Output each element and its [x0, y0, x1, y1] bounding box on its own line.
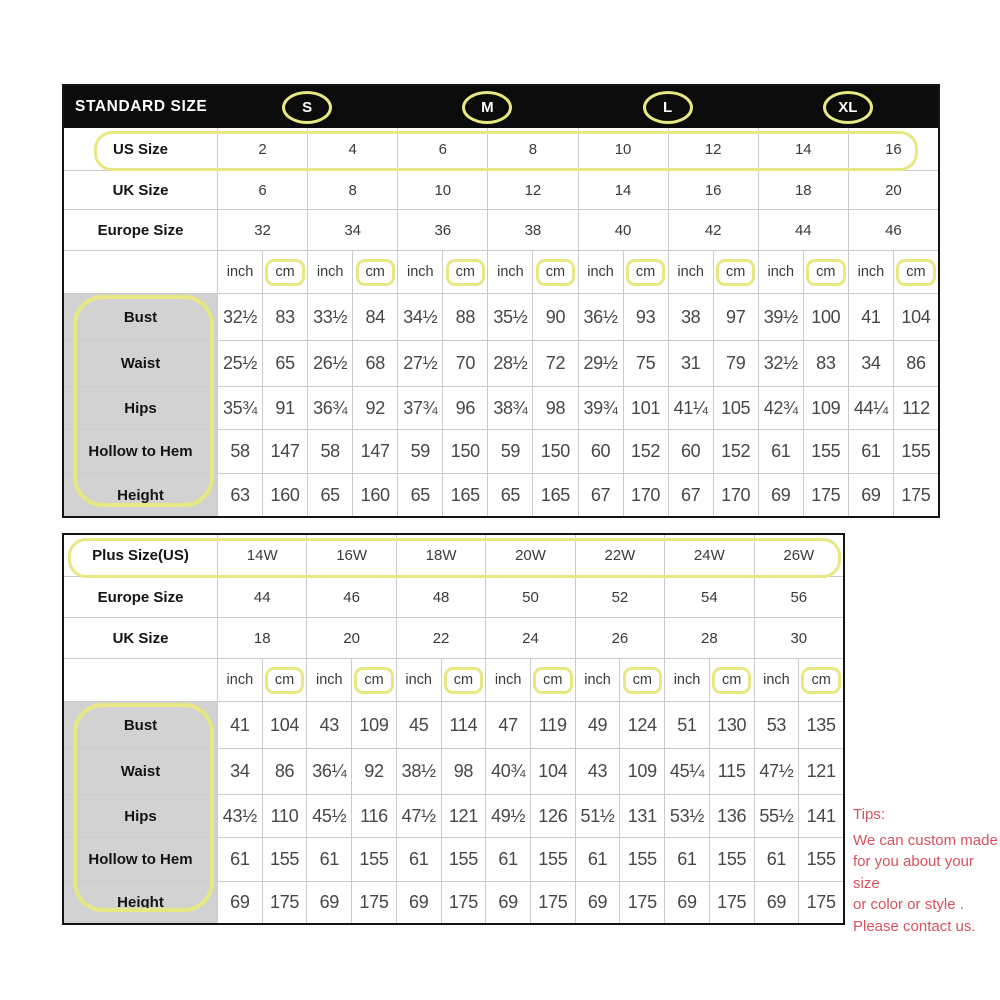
measurement-value: 61	[754, 838, 799, 881]
unit-cm-label	[262, 251, 307, 293]
size-letter-groups	[217, 91, 938, 124]
unit-cm-label	[623, 251, 668, 293]
size-circle-l: L	[643, 91, 693, 124]
measurement-value: 155	[441, 838, 486, 881]
size-value: 34	[307, 210, 397, 250]
tips-line: or color or style .	[853, 896, 964, 913]
measurement-value: 155	[530, 838, 575, 881]
unit-row-empty-label	[64, 659, 217, 701]
measurement-value: 69	[217, 882, 262, 923]
table-row	[64, 209, 938, 250]
size-value: 12	[668, 128, 758, 170]
size-value: 22W	[575, 535, 664, 576]
cm-highlight-box: cm	[801, 667, 840, 694]
measurement-value: 147	[352, 430, 397, 473]
standard-size-table	[62, 84, 940, 518]
measurement-value: 121	[798, 749, 843, 794]
table-row	[64, 535, 843, 576]
measurement-value: 43	[306, 702, 351, 748]
measurement-value: 67	[668, 474, 713, 516]
measurement-value: 53	[754, 702, 799, 748]
measurement-value: 38	[668, 294, 713, 340]
size-group	[217, 91, 397, 124]
table-row	[64, 128, 938, 170]
measurement-value: 114	[441, 702, 486, 748]
measurement-value: 155	[803, 430, 848, 473]
size-circle-xl: XL	[823, 91, 873, 124]
table-row	[64, 617, 843, 658]
measurement-value: 96	[442, 387, 487, 429]
measurement-value: 86	[893, 341, 938, 386]
measurement-value: 175	[709, 882, 754, 923]
measurement-value: 126	[530, 795, 575, 837]
measurement-value: 121	[441, 795, 486, 837]
measurement-value: 49	[575, 702, 620, 748]
size-value: 20	[848, 171, 938, 209]
tips-line: Please contact us.	[853, 917, 976, 935]
measurement-value: 67	[578, 474, 623, 516]
unit-inch-label: inch	[758, 251, 803, 293]
standard-size-header-band	[64, 86, 938, 128]
measurement-value: 45	[396, 702, 441, 748]
measurement-value: 33½	[307, 294, 352, 340]
size-value: 2	[217, 128, 307, 170]
measurement-value: 79	[713, 341, 758, 386]
measurement-label: Hips	[64, 795, 217, 837]
cm-highlight-box: cm	[354, 667, 393, 694]
size-circle-s: S	[282, 91, 332, 124]
size-value: 42	[668, 210, 758, 250]
measurement-value: 109	[803, 387, 848, 429]
measurement-value: 155	[351, 838, 396, 881]
measurement-value: 41	[848, 294, 893, 340]
tips-line: We can custom made	[853, 831, 998, 849]
measurement-value: 61	[848, 430, 893, 473]
table-row	[64, 293, 938, 340]
size-value: 44	[758, 210, 848, 250]
unit-cm-label	[893, 251, 938, 293]
measurement-value: 60	[668, 430, 713, 473]
size-value: 22	[396, 618, 485, 658]
unit-inch-label: inch	[217, 251, 262, 293]
measurement-label: Height	[64, 882, 217, 923]
unit-cm-label	[262, 659, 307, 701]
cm-highlight-box: cm	[626, 259, 665, 286]
measurement-value: 175	[619, 882, 664, 923]
unit-inch-label: inch	[485, 659, 530, 701]
measurement-value: 69	[575, 882, 620, 923]
measurement-label: Hips	[64, 387, 217, 429]
size-value: 56	[754, 577, 843, 617]
size-value: 6	[397, 128, 487, 170]
measurement-label: Hollow to Hem	[64, 838, 217, 881]
measurement-value: 36½	[578, 294, 623, 340]
measurement-value: 43½	[217, 795, 262, 837]
measurement-value: 175	[262, 882, 307, 923]
size-value: 16W	[306, 535, 395, 576]
measurement-value: 175	[530, 882, 575, 923]
measurement-value: 60	[578, 430, 623, 473]
unit-inch-label: inch	[487, 251, 532, 293]
cm-highlight-box: cm	[536, 259, 575, 286]
measurement-value: 116	[351, 795, 396, 837]
measurement-value: 47½	[754, 749, 799, 794]
unit-cm-label	[352, 251, 397, 293]
measurement-value: 49½	[485, 795, 530, 837]
unit-cm-label	[351, 659, 396, 701]
measurement-value: 88	[442, 294, 487, 340]
measurement-value: 61	[664, 838, 709, 881]
measurement-value: 45½	[306, 795, 351, 837]
table-row	[64, 658, 843, 701]
measurement-value: 61	[396, 838, 441, 881]
measurement-value: 98	[532, 387, 577, 429]
measurement-value: 112	[893, 387, 938, 429]
measurement-value: 37¾	[397, 387, 442, 429]
size-value: 24	[485, 618, 574, 658]
row-label: Europe Size	[97, 588, 184, 606]
measurement-value: 34½	[397, 294, 442, 340]
measurement-value: 43	[575, 749, 620, 794]
unit-cm-label	[798, 659, 843, 701]
cm-highlight-box: cm	[444, 667, 483, 694]
size-value: 18	[217, 618, 306, 658]
measurement-value: 27½	[397, 341, 442, 386]
measurement-value: 131	[619, 795, 664, 837]
table-row	[64, 473, 938, 516]
measurement-value: 155	[709, 838, 754, 881]
measurement-value: 92	[352, 387, 397, 429]
unit-inch-label: inch	[396, 659, 441, 701]
measurement-value: 65	[397, 474, 442, 516]
measurement-value: 68	[352, 341, 397, 386]
size-value: 38	[487, 210, 577, 250]
size-value: 14	[758, 128, 848, 170]
size-group	[758, 91, 938, 124]
cm-highlight-box: cm	[896, 259, 935, 286]
measurement-value: 51	[664, 702, 709, 748]
unit-cm-label	[709, 659, 754, 701]
measurement-value: 135	[798, 702, 843, 748]
size-value: 30	[754, 618, 843, 658]
size-value: 16	[668, 171, 758, 209]
row-label: US Size	[112, 140, 169, 158]
measurement-label: Height	[64, 474, 217, 516]
measurement-value: 152	[713, 430, 758, 473]
unit-inch-label: inch	[754, 659, 799, 701]
size-value: 4	[307, 128, 397, 170]
unit-inch-label: inch	[575, 659, 620, 701]
measurement-value: 35½	[487, 294, 532, 340]
measurement-value: 31	[668, 341, 713, 386]
measurement-value: 119	[530, 702, 575, 748]
measurement-value: 109	[351, 702, 396, 748]
measurement-value: 69	[848, 474, 893, 516]
size-circle-m: M	[462, 91, 512, 124]
measurement-value: 36¾	[307, 387, 352, 429]
cm-highlight-box: cm	[806, 259, 845, 286]
measurement-value: 83	[262, 294, 307, 340]
unit-inch-label: inch	[397, 251, 442, 293]
measurement-value: 175	[798, 882, 843, 923]
measurement-value: 115	[709, 749, 754, 794]
unit-inch-label: inch	[307, 251, 352, 293]
measurement-value: 44¼	[848, 387, 893, 429]
measurement-value: 34	[217, 749, 262, 794]
measurement-value: 98	[441, 749, 486, 794]
size-value: 18	[758, 171, 848, 209]
unit-inch-label: inch	[306, 659, 351, 701]
table-row	[64, 170, 938, 209]
measurement-value: 155	[893, 430, 938, 473]
unit-cm-label	[442, 251, 487, 293]
measurement-value: 130	[709, 702, 754, 748]
size-value: 54	[664, 577, 753, 617]
row-label: Europe Size	[97, 221, 184, 239]
measurement-label: Hollow to Hem	[64, 430, 217, 473]
measurement-value: 165	[532, 474, 577, 516]
measurement-value: 69	[754, 882, 799, 923]
measurement-value: 61	[485, 838, 530, 881]
measurement-value: 58	[307, 430, 352, 473]
measurement-value: 155	[262, 838, 307, 881]
measurement-value: 160	[352, 474, 397, 516]
measurement-value: 84	[352, 294, 397, 340]
table-row	[64, 701, 843, 748]
measurement-value: 55½	[754, 795, 799, 837]
measurement-value: 152	[623, 430, 668, 473]
size-value: 6	[217, 171, 307, 209]
measurement-value: 47	[485, 702, 530, 748]
row-label: Plus Size(US)	[92, 547, 189, 564]
table-row	[64, 340, 938, 386]
measurement-label: Bust	[64, 294, 217, 340]
measurement-value: 92	[351, 749, 396, 794]
measurement-value: 61	[217, 838, 262, 881]
measurement-value: 38½	[396, 749, 441, 794]
measurement-value: 170	[623, 474, 668, 516]
table-row	[64, 881, 843, 923]
measurement-value: 41¼	[668, 387, 713, 429]
measurement-value: 175	[441, 882, 486, 923]
size-value: 24W	[664, 535, 753, 576]
cm-highlight-box: cm	[712, 667, 751, 694]
measurement-value: 69	[396, 882, 441, 923]
size-value: 8	[307, 171, 397, 209]
cm-highlight-box: cm	[446, 259, 485, 286]
size-value: 48	[396, 577, 485, 617]
size-value: 52	[575, 577, 664, 617]
measurement-value: 136	[709, 795, 754, 837]
measurement-value: 39¾	[578, 387, 623, 429]
measurement-value: 100	[803, 294, 848, 340]
measurement-value: 93	[623, 294, 668, 340]
unit-cm-label	[803, 251, 848, 293]
unit-inch-label: inch	[848, 251, 893, 293]
measurement-value: 70	[442, 341, 487, 386]
measurement-value: 175	[351, 882, 396, 923]
measurement-value: 83	[803, 341, 848, 386]
unit-inch-label: inch	[217, 659, 262, 701]
size-value: 32	[217, 210, 307, 250]
unit-cm-label	[532, 251, 577, 293]
measurement-value: 25½	[217, 341, 262, 386]
size-value: 46	[848, 210, 938, 250]
measurement-value: 63	[217, 474, 262, 516]
plus-size-rows	[64, 535, 843, 923]
cm-highlight-box: cm	[265, 259, 304, 286]
unit-inch-label: inch	[668, 251, 713, 293]
measurement-value: 155	[798, 838, 843, 881]
standard-size-title: STANDARD SIZE	[75, 98, 208, 115]
measurement-value: 90	[532, 294, 577, 340]
size-value: 40	[578, 210, 668, 250]
measurement-value: 26½	[307, 341, 352, 386]
measurement-value: 104	[530, 749, 575, 794]
measurement-value: 47½	[396, 795, 441, 837]
standard-size-rows	[64, 128, 938, 516]
size-value: 36	[397, 210, 487, 250]
measurement-value: 124	[619, 702, 664, 748]
measurement-value: 34	[848, 341, 893, 386]
measurement-value: 61	[758, 430, 803, 473]
table-row	[64, 576, 843, 617]
size-value: 28	[664, 618, 753, 658]
size-value: 14W	[217, 535, 306, 576]
table-row	[64, 794, 843, 837]
measurement-value: 160	[262, 474, 307, 516]
measurement-value: 36¼	[306, 749, 351, 794]
size-value: 10	[578, 128, 668, 170]
size-value: 44	[217, 577, 306, 617]
measurement-label: Bust	[64, 702, 217, 748]
measurement-value: 175	[803, 474, 848, 516]
cm-highlight-box: cm	[265, 667, 304, 694]
size-value: 16	[848, 128, 938, 170]
tips-line: for you about your size	[853, 853, 974, 892]
cm-highlight-box: cm	[716, 259, 755, 286]
measurement-label: Waist	[64, 341, 217, 386]
size-group	[397, 91, 577, 124]
cm-highlight-box: cm	[623, 667, 662, 694]
measurement-value: 175	[893, 474, 938, 516]
measurement-value: 165	[442, 474, 487, 516]
measurement-value: 150	[532, 430, 577, 473]
size-value: 20W	[485, 535, 574, 576]
measurement-value: 104	[893, 294, 938, 340]
measurement-value: 141	[798, 795, 843, 837]
measurement-value: 86	[262, 749, 307, 794]
cm-highlight-box: cm	[356, 259, 395, 286]
cm-highlight-box: cm	[533, 667, 572, 694]
measurement-value: 45¼	[664, 749, 709, 794]
table-row	[64, 429, 938, 473]
measurement-value: 69	[758, 474, 803, 516]
measurement-value: 65	[262, 341, 307, 386]
measurement-value: 69	[485, 882, 530, 923]
measurement-value: 105	[713, 387, 758, 429]
tips-title: Tips:	[853, 806, 885, 823]
size-value: 12	[487, 171, 577, 209]
measurement-value: 91	[262, 387, 307, 429]
measurement-value: 40¾	[485, 749, 530, 794]
measurement-value: 29½	[578, 341, 623, 386]
measurement-value: 110	[262, 795, 307, 837]
measurement-value: 28½	[487, 341, 532, 386]
measurement-value: 42¾	[758, 387, 803, 429]
measurement-value: 104	[262, 702, 307, 748]
size-group	[578, 91, 758, 124]
unit-cm-label	[619, 659, 664, 701]
measurement-value: 51½	[575, 795, 620, 837]
measurement-value: 101	[623, 387, 668, 429]
unit-cm-label	[530, 659, 575, 701]
measurement-value: 72	[532, 341, 577, 386]
table-row	[64, 837, 843, 881]
measurement-value: 69	[664, 882, 709, 923]
measurement-value: 65	[307, 474, 352, 516]
size-value: 20	[306, 618, 395, 658]
size-value: 26	[575, 618, 664, 658]
measurement-value: 155	[619, 838, 664, 881]
unit-inch-label: inch	[664, 659, 709, 701]
table-row	[64, 748, 843, 794]
size-value: 26W	[754, 535, 843, 576]
measurement-value: 69	[306, 882, 351, 923]
measurement-value: 59	[487, 430, 532, 473]
measurement-value: 39½	[758, 294, 803, 340]
unit-row-empty-label	[64, 251, 217, 293]
measurement-value: 32½	[217, 294, 262, 340]
size-value: 46	[306, 577, 395, 617]
measurement-value: 109	[619, 749, 664, 794]
measurement-value: 32½	[758, 341, 803, 386]
row-label: UK Size	[112, 629, 169, 647]
measurement-value: 53½	[664, 795, 709, 837]
measurement-value: 59	[397, 430, 442, 473]
unit-cm-label	[441, 659, 486, 701]
measurement-value: 61	[306, 838, 351, 881]
unit-inch-label: inch	[578, 251, 623, 293]
measurement-value: 75	[623, 341, 668, 386]
unit-cm-label	[713, 251, 758, 293]
tips-note	[853, 804, 1000, 937]
measurement-value: 61	[575, 838, 620, 881]
size-value: 50	[485, 577, 574, 617]
table-row	[64, 386, 938, 429]
measurement-value: 38¾	[487, 387, 532, 429]
measurement-value: 41	[217, 702, 262, 748]
measurement-value: 97	[713, 294, 758, 340]
size-value: 18W	[396, 535, 485, 576]
measurement-value: 150	[442, 430, 487, 473]
measurement-value: 147	[262, 430, 307, 473]
measurement-value: 35¾	[217, 387, 262, 429]
table-row	[64, 250, 938, 293]
size-value: 14	[578, 171, 668, 209]
size-value: 8	[487, 128, 577, 170]
measurement-value: 170	[713, 474, 758, 516]
measurement-value: 58	[217, 430, 262, 473]
plus-size-table	[62, 533, 845, 925]
size-value: 10	[397, 171, 487, 209]
row-label: UK Size	[112, 181, 169, 199]
measurement-value: 65	[487, 474, 532, 516]
measurement-label: Waist	[64, 749, 217, 794]
